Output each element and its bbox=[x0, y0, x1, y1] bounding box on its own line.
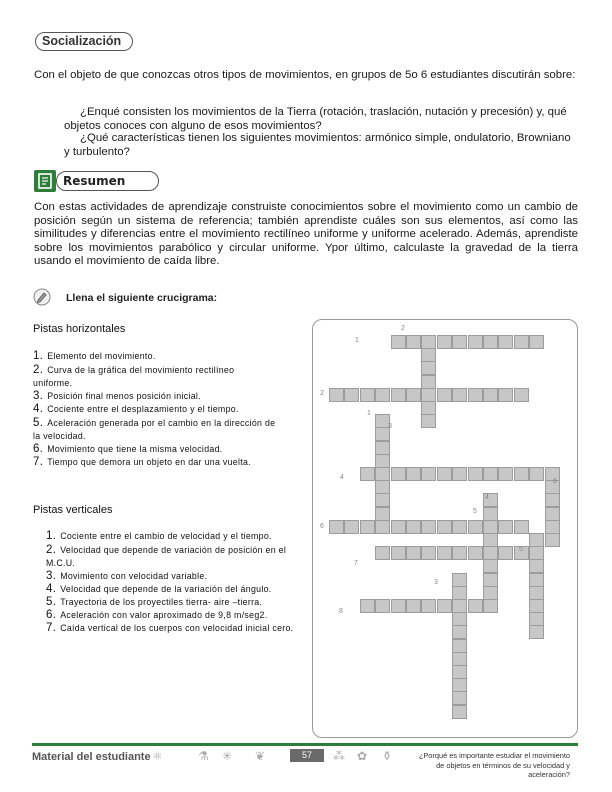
crossword-cell[interactable] bbox=[329, 388, 344, 402]
crossword-cell[interactable] bbox=[406, 546, 421, 560]
footer-rule bbox=[32, 743, 578, 746]
list-item: 7. Tiempo que demora un objeto en dar una vuelta. bbox=[33, 456, 251, 468]
list-item: 1. Elemento del movimiento. bbox=[33, 350, 156, 362]
crossword-cell[interactable] bbox=[452, 678, 467, 692]
crossword-cell[interactable] bbox=[452, 691, 467, 705]
crossword-cell[interactable] bbox=[421, 335, 436, 349]
crossword-cell[interactable] bbox=[375, 546, 390, 560]
crossword-number: 4 bbox=[485, 494, 489, 501]
footer-label: Material del estudiante bbox=[32, 751, 151, 763]
crossword-cell[interactable] bbox=[483, 586, 498, 600]
crossword-cell[interactable] bbox=[545, 493, 560, 507]
crossword-cell[interactable] bbox=[421, 520, 436, 534]
resumen-title: Resumen bbox=[63, 174, 126, 188]
crossword-cell[interactable] bbox=[329, 520, 344, 534]
crossword-cell[interactable] bbox=[360, 599, 375, 613]
crossword-cell[interactable] bbox=[529, 573, 544, 587]
crossword-cell[interactable] bbox=[483, 467, 498, 481]
list-item: 1. Cociente entre el cambio de velocidad y el tiempo. bbox=[46, 530, 272, 542]
crossword-cell[interactable] bbox=[498, 546, 513, 560]
crossword-cell[interactable] bbox=[391, 335, 406, 349]
list-item: 6. Aceleración con valor aproximado de 9,8 m/seg2. bbox=[46, 609, 268, 621]
crossword-cell[interactable] bbox=[545, 520, 560, 534]
crossword-cell[interactable] bbox=[391, 546, 406, 560]
question-2: ¿Qué características tienen los siguientes movimientos: armónico simple, ondulatorio, Browniano y turbulento? bbox=[64, 132, 571, 158]
list-item: 3. Movimiento con velocidad variable. bbox=[46, 570, 208, 582]
particles-icon: ⁂ bbox=[333, 749, 345, 763]
crossword-cell[interactable] bbox=[529, 599, 544, 613]
crossword-cell[interactable] bbox=[375, 388, 390, 402]
activity-instruction: Llena el siguiente crucigrama: bbox=[66, 292, 218, 304]
crossword-cell[interactable] bbox=[421, 546, 436, 560]
horizontal-clues-heading: Pistas horizontales bbox=[33, 323, 126, 335]
crossword-number: 6 bbox=[320, 523, 324, 530]
crossword-cell[interactable] bbox=[498, 388, 513, 402]
crossword-cell[interactable] bbox=[483, 559, 498, 573]
crossword-number: 6 bbox=[553, 478, 557, 485]
crossword-cell[interactable] bbox=[452, 665, 467, 679]
crossword-cell[interactable] bbox=[421, 414, 436, 428]
test-tube-icon: ⚗ bbox=[198, 749, 209, 763]
crossword-number: 5 bbox=[519, 546, 523, 553]
summary-icon bbox=[34, 170, 56, 192]
crossword-cell[interactable] bbox=[391, 467, 406, 481]
crossword-cell[interactable] bbox=[468, 520, 483, 534]
socializacion-intro: Con el objeto de que conozcas otros tipos de movimientos, en grupos de 5o 6 estudiantes discutirán sobre: bbox=[34, 69, 576, 81]
crossword-cell[interactable] bbox=[375, 454, 390, 468]
crossword-cell[interactable] bbox=[375, 493, 390, 507]
crossword-cell[interactable] bbox=[514, 467, 529, 481]
crossword-cell[interactable] bbox=[452, 612, 467, 626]
crossword-cell[interactable] bbox=[452, 639, 467, 653]
crossword-cell[interactable] bbox=[452, 388, 467, 402]
atom-icon: ⚛ bbox=[152, 749, 163, 763]
crossword-cell[interactable] bbox=[360, 520, 375, 534]
crossword-cell[interactable] bbox=[406, 467, 421, 481]
crossword-cell[interactable] bbox=[344, 388, 359, 402]
crossword-cell[interactable] bbox=[360, 467, 375, 481]
list-item: 4. Velocidad que depende de la variación del ángulo. bbox=[46, 583, 272, 595]
crossword-number: 1 bbox=[355, 337, 359, 344]
crossword-cell[interactable] bbox=[529, 467, 544, 481]
list-item: 5. Aceleración generada por el cambio en la dirección de bbox=[33, 417, 276, 429]
crossword-cell[interactable] bbox=[421, 401, 436, 415]
footer-question: ¿Porqué es importante estudiar el movimiento de objetos en términos de su velocidad y aceleración? bbox=[418, 751, 570, 779]
crossword-cell[interactable] bbox=[437, 388, 452, 402]
crossword-cell[interactable] bbox=[391, 520, 406, 534]
crossword-cell[interactable] bbox=[468, 599, 483, 613]
crossword-cell[interactable] bbox=[529, 533, 544, 547]
list-item: 3. Posición final menos posición inicial. bbox=[33, 390, 201, 402]
crossword-cell[interactable] bbox=[498, 467, 513, 481]
cell-icon: ✿ bbox=[357, 749, 368, 763]
crossword-cell[interactable] bbox=[483, 546, 498, 560]
crossword-cell[interactable] bbox=[483, 533, 498, 547]
crossword-number: 8 bbox=[339, 608, 343, 615]
crossword-number: 2 bbox=[401, 325, 405, 332]
crossword-cell[interactable] bbox=[437, 546, 452, 560]
crossword-cell[interactable] bbox=[545, 507, 560, 521]
crossword-cell[interactable] bbox=[529, 586, 544, 600]
crossword-cell[interactable] bbox=[468, 388, 483, 402]
crossword-cell[interactable] bbox=[437, 520, 452, 534]
crossword-cell[interactable] bbox=[514, 335, 529, 349]
crossword-cell[interactable] bbox=[406, 388, 421, 402]
crossword-cell[interactable] bbox=[514, 388, 529, 402]
crossword-cell[interactable] bbox=[406, 599, 421, 613]
crossword-cell[interactable] bbox=[391, 599, 406, 613]
crossword-cell[interactable] bbox=[391, 388, 406, 402]
list-item: 5. Trayectoria de los proyectiles tierra- aire –tierra. bbox=[46, 596, 263, 608]
crossword-cell[interactable] bbox=[406, 520, 421, 534]
crossword-cell[interactable] bbox=[360, 388, 375, 402]
crossword-cell[interactable] bbox=[529, 335, 544, 349]
crossword-cell[interactable] bbox=[452, 335, 467, 349]
list-item: 4. Cociente entre el desplazamiento y el tiempo. bbox=[33, 403, 239, 415]
crossword-cell[interactable] bbox=[483, 507, 498, 521]
crossword-cell[interactable] bbox=[421, 375, 436, 389]
crossword-cell[interactable] bbox=[421, 348, 436, 362]
crossword-cell[interactable] bbox=[437, 467, 452, 481]
list-item: 6. Movimiento que tiene la misma velocidad. bbox=[33, 443, 223, 455]
crossword-cell[interactable] bbox=[514, 520, 529, 534]
list-item: 7. Caída vertical de los cuerpos con velocidad inicial cero. bbox=[46, 622, 294, 634]
vertical-clues-heading: Pistas verticales bbox=[33, 504, 113, 516]
crossword-cell[interactable] bbox=[452, 652, 467, 666]
crossword-cell[interactable] bbox=[421, 361, 436, 375]
list-item: 2. Curva de la gráfica del movimiento rectilíneo bbox=[33, 364, 235, 376]
crossword-cell[interactable] bbox=[529, 625, 544, 639]
crossword-cell[interactable] bbox=[483, 573, 498, 587]
crossword-cell[interactable] bbox=[529, 612, 544, 626]
crossword-cell[interactable] bbox=[483, 335, 498, 349]
crossword-cell[interactable] bbox=[452, 573, 467, 587]
crossword-cell[interactable] bbox=[483, 520, 498, 534]
crossword-cell[interactable] bbox=[529, 559, 544, 573]
socializacion-title: Socialización bbox=[42, 34, 122, 48]
crossword-cell[interactable] bbox=[452, 467, 467, 481]
flask-icon: ⚱ bbox=[382, 749, 393, 763]
crossword-cell[interactable] bbox=[421, 388, 436, 402]
list-item-cont: la velocidad. bbox=[33, 431, 86, 441]
crossword-cell[interactable] bbox=[468, 335, 483, 349]
crossword-cell[interactable] bbox=[468, 546, 483, 560]
crossword-cell[interactable] bbox=[452, 625, 467, 639]
crossword-cell[interactable] bbox=[375, 441, 390, 455]
crossword-cell[interactable] bbox=[529, 546, 544, 560]
crossword-number: 4 bbox=[340, 474, 344, 481]
crossword-cell[interactable] bbox=[437, 599, 452, 613]
crossword-cell[interactable] bbox=[452, 520, 467, 534]
crossword-cell[interactable] bbox=[375, 520, 390, 534]
list-item: 2. Velocidad que depende de variación de posición en el bbox=[46, 544, 287, 556]
crossword-cell[interactable] bbox=[498, 520, 513, 534]
crossword-cell[interactable] bbox=[545, 533, 560, 547]
crossword-cell[interactable] bbox=[375, 480, 390, 494]
crossword-cell[interactable] bbox=[452, 546, 467, 560]
crossword-cell[interactable] bbox=[375, 599, 390, 613]
list-item-cont: uniforme. bbox=[33, 378, 73, 388]
crossword-number: 3 bbox=[434, 579, 438, 586]
resumen-text: Con estas actividades de aprendizaje construiste conocimientos sobre el movimiento como un cambio de posición según un sistema de referencia; también aprendiste cuáles son sus elementos, así como las similitudes y diferencias entre el movimiento rectilíneo uniforme y uniforme acelerado. Además, aprendiste sobre los movimientos parabólico y circular uniforme. Ypor último, calculaste la gravedad de la tierra usando el movimiento de caída libre. bbox=[34, 201, 578, 268]
crossword-number: 5 bbox=[473, 508, 477, 515]
crossword-cell[interactable] bbox=[421, 467, 436, 481]
crossword-number: 1 bbox=[367, 410, 371, 417]
crossword-cell[interactable] bbox=[375, 507, 390, 521]
crossword-cell[interactable] bbox=[375, 467, 390, 481]
crossword-cell[interactable] bbox=[468, 467, 483, 481]
crossword-cell[interactable] bbox=[406, 335, 421, 349]
page-number: 57 bbox=[290, 749, 324, 762]
crossword-cell[interactable] bbox=[483, 599, 498, 613]
crossword-cell[interactable] bbox=[344, 520, 359, 534]
crossword-cell[interactable] bbox=[452, 586, 467, 600]
question-1: ¿Enqué consisten los movimientos de la Tierra (rotación, traslación, nutación y precesión) y, qué objetos conoces con alguno de esos movimientos? bbox=[64, 106, 567, 132]
leaf-icon: ❦ bbox=[255, 749, 266, 763]
crossword-number: 3 bbox=[388, 423, 392, 430]
crossword-cell[interactable] bbox=[483, 388, 498, 402]
crossword-cell[interactable] bbox=[421, 599, 436, 613]
crossword-cell[interactable] bbox=[498, 335, 513, 349]
molecule-icon: ✳ bbox=[222, 749, 233, 763]
crossword-cell[interactable] bbox=[452, 705, 467, 719]
crossword-cell[interactable] bbox=[452, 599, 467, 613]
pencil-icon bbox=[33, 288, 51, 306]
socializacion-heading bbox=[35, 32, 133, 51]
list-item-cont: M.C.U. bbox=[46, 558, 76, 568]
crossword-cell[interactable] bbox=[437, 335, 452, 349]
crossword-number: 7 bbox=[354, 560, 358, 567]
crossword-number: 2 bbox=[320, 390, 324, 397]
